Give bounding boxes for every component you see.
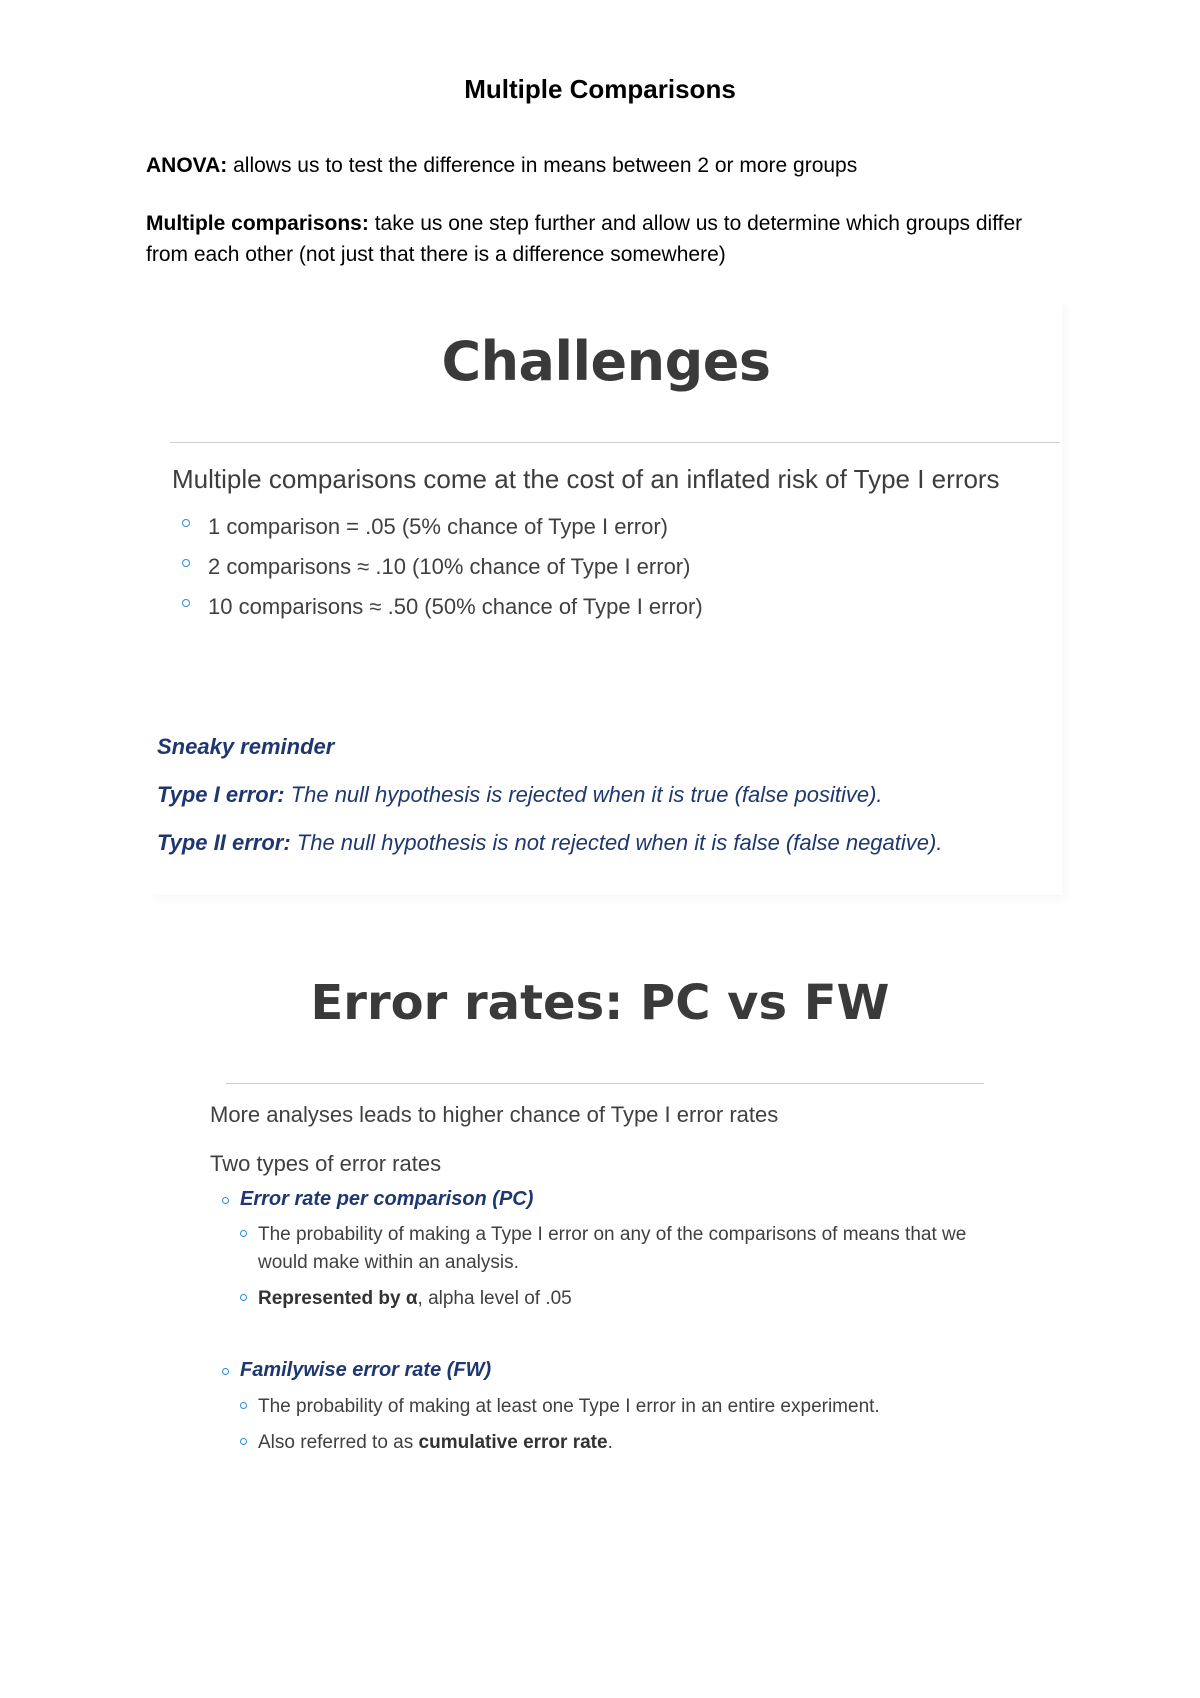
bullet-text: 2 comparisons ≈ .10 (10% chance of Type I error) — [208, 554, 691, 579]
bullet-ring-icon — [240, 1294, 247, 1301]
anova-text: allows us to test the difference in means between 2 or more groups — [227, 154, 858, 177]
pc-title-text: Error rate per comparison (PC) — [240, 1188, 534, 1210]
bullet-ring-icon — [240, 1230, 247, 1237]
bullet-text: 1 comparison = .05 (5% chance of Type I error) — [208, 514, 668, 539]
fw-title-text: Familywise error rate (FW) — [240, 1359, 492, 1381]
reminder-title-text: Sneaky reminder — [157, 734, 335, 759]
error-rates-line1: More analyses leads to higher chance of Type I error rates — [210, 1102, 779, 1127]
reminder-title — [157, 734, 334, 760]
multiple-comparisons-text: take us one step further and allow us to determine which groups differ from each other (not just that there is a difference somewhere) — [146, 212, 1023, 266]
fw-also-text: Also referred to as — [258, 1432, 419, 1453]
fw-also-bold: cumulative error rate — [418, 1432, 608, 1453]
type2-term: Type II error: — [157, 830, 291, 855]
pc-represented-bold: Represented by α — [258, 1288, 418, 1309]
fw-description-text: The probability of making at least one Type I error in an entire experiment. — [258, 1396, 880, 1417]
error-rates-heading: Error rates: PC vs FW — [310, 975, 890, 1031]
error-rates-line2: Two types of error rates — [210, 1151, 442, 1176]
challenges-divider — [170, 442, 1060, 443]
type1-term: Type I error: — [157, 782, 285, 807]
challenges-bullet-list — [180, 507, 703, 627]
bullet-item — [180, 587, 703, 627]
challenges-heading: Challenges — [441, 330, 771, 393]
bullet-ring-icon — [240, 1402, 247, 1409]
fw-also — [240, 1429, 613, 1457]
error-rates-divider — [226, 1083, 984, 1084]
multiple-comparisons-term: Multiple comparisons: — [146, 212, 369, 235]
bullet-item — [180, 507, 703, 547]
multiple-comparisons-definition — [146, 208, 1046, 270]
challenges-lead: Multiple comparisons come at the cost of an inflated risk of Type I errors — [172, 464, 1000, 494]
pc-title — [222, 1188, 533, 1211]
bullet-ring-icon — [182, 559, 190, 567]
type1-error-definition — [157, 782, 883, 808]
fw-description — [240, 1393, 880, 1421]
type2-error-definition — [157, 830, 942, 856]
bullet-text: 10 comparisons ≈ .50 (50% chance of Type I error) — [208, 594, 703, 619]
bullet-ring-icon — [182, 519, 190, 527]
pc-description — [240, 1221, 1018, 1277]
bullet-item — [180, 547, 703, 587]
bullet-ring-icon — [222, 1197, 229, 1204]
bullet-ring-icon — [222, 1368, 229, 1375]
type1-text: The null hypothesis is rejected when it is true (false positive). — [284, 782, 883, 807]
bullet-ring-icon — [182, 599, 190, 607]
anova-definition — [146, 150, 1046, 181]
page-title: Multiple Comparisons — [464, 74, 736, 104]
pc-description-text: The probability of making a Type I error on any of the comparisons of means that we would make within an analysis. — [258, 1224, 967, 1273]
anova-term: ANOVA: — [146, 154, 228, 177]
bullet-ring-icon — [240, 1438, 247, 1445]
pc-represented — [240, 1285, 572, 1313]
fw-also-end: . — [607, 1432, 613, 1453]
pc-represented-text: , alpha level of .05 — [417, 1288, 572, 1309]
type2-text: The null hypothesis is not rejected when it is false (false negative). — [290, 830, 943, 855]
fw-title — [222, 1359, 491, 1382]
